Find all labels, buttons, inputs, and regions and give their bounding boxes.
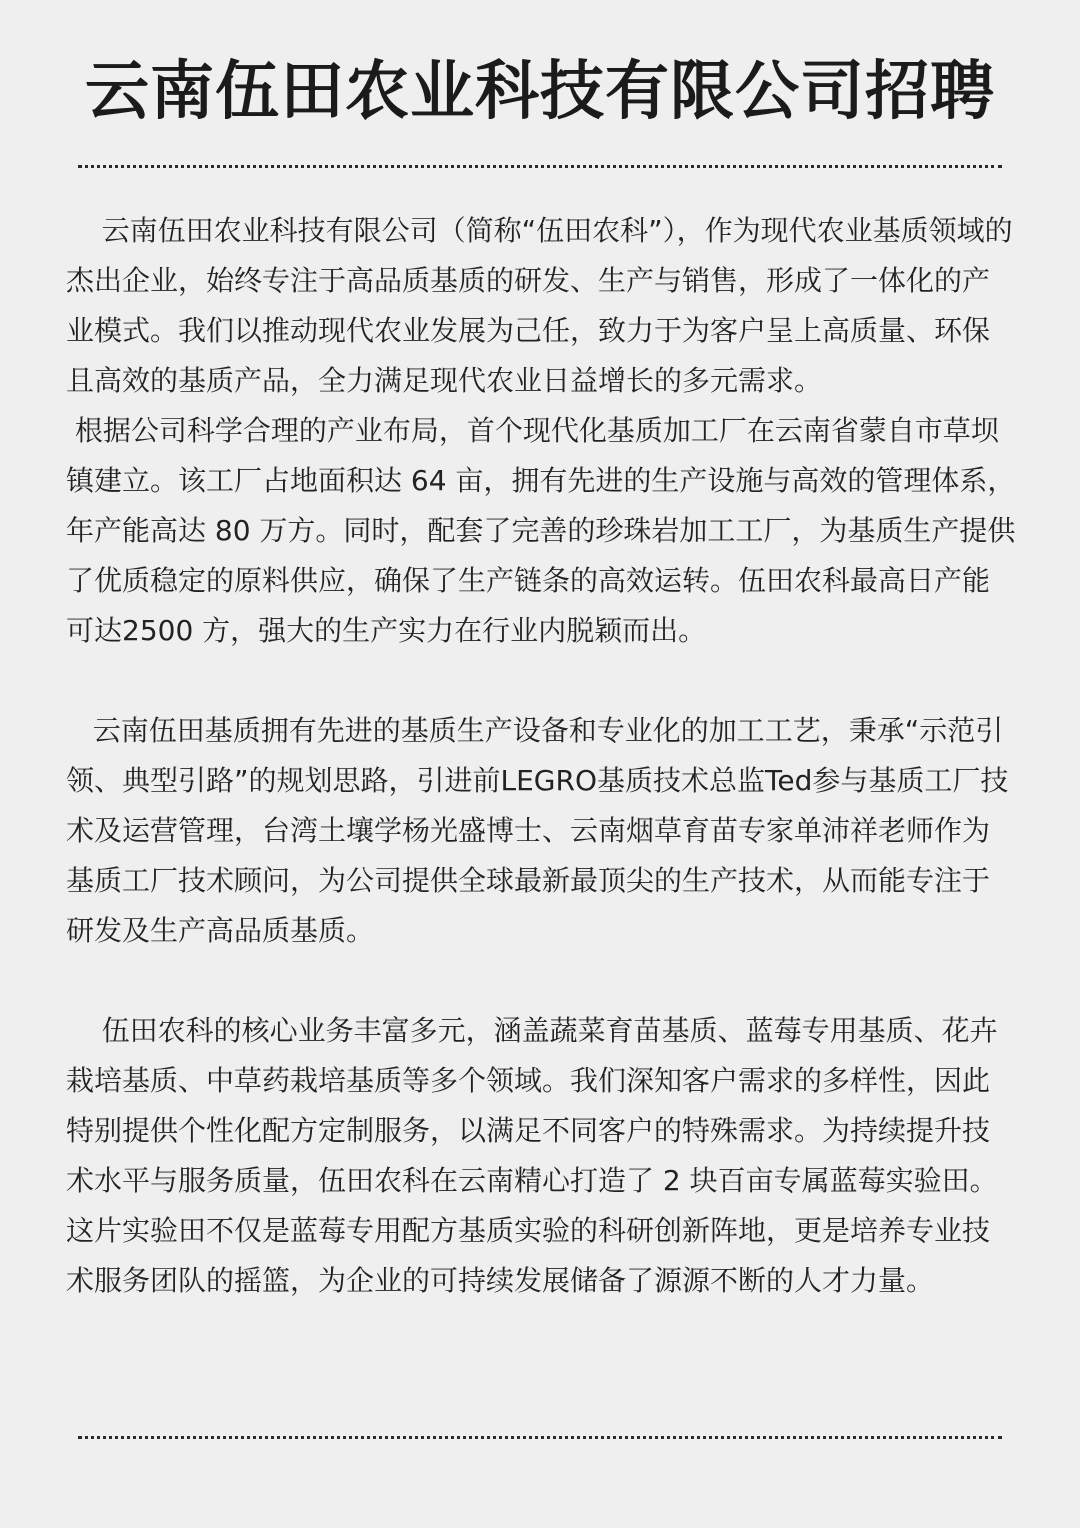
top-dotted-divider	[78, 165, 1002, 168]
article-body	[66, 206, 1016, 1306]
paragraph-factory-layout: 根据公司科学合理的产业布局，首个现代化基质加工厂在云南省蒙自市草坝镇建立。该工厂占地面积达 64 亩，拥有先进的生产设施与高效的管理体系，年产能高达 80 万方。同时，配套了完善的珍珠岩加工工厂，为基质生产提供了优质稳定的原料供应，确保了生产链条的高效运转。伍田农科最高日产能可达2500 方，强大的生产实力在行业内脱颖而出。	[66, 414, 1016, 647]
paragraph-core-business: 伍田农科的核心业务丰富多元，涵盖蔬菜育苗基质、蓝莓专用基质、花卉栽培基质、中草药栽培基质等多个领域。我们深知客户需求的多样性，因此特别提供个性化配方定制服务，以满足不同客户的特殊需求。为持续提升技术水平与服务质量，伍田农科在云南精心打造了 2 块百亩专属蓝莓实验田。这片实验田不仅是蓝莓专用配方基质实验的科研创新阵地，更是培养专业技术服务团队的摇篮，为企业的可持续发展储备了源源不断的人才力量。	[66, 1014, 998, 1297]
page-title: 云南伍田农业科技有限公司招聘	[85, 55, 995, 129]
bottom-dotted-divider	[78, 1436, 1002, 1439]
paragraph-company-intro: 云南伍田农业科技有限公司（简称“伍田农科”），作为现代农业基质领域的杰出企业，始终专注于高品质基质的研发、生产与销售，形成了一体化的产业模式。我们以推动现代农业发展为己任，致力于为客户呈上高质量、环保且高效的基质产品，全力满足现代农业日益增长的多元需求。	[66, 214, 1013, 397]
paragraph-technology: 云南伍田基质拥有先进的基质生产设备和专业化的加工工艺，秉承“示范引领、典型引路”的规划思路，引进前LEGRO基质技术总监Ted参与基质工厂技术及运营管理，台湾土壤学杨光盛博士、云南烟草育苗专家单沛祥老师作为基质工厂技术顾问，为公司提供全球最新最顶尖的生产技术，从而能专注于研发及生产高品质基质。	[66, 714, 1009, 947]
